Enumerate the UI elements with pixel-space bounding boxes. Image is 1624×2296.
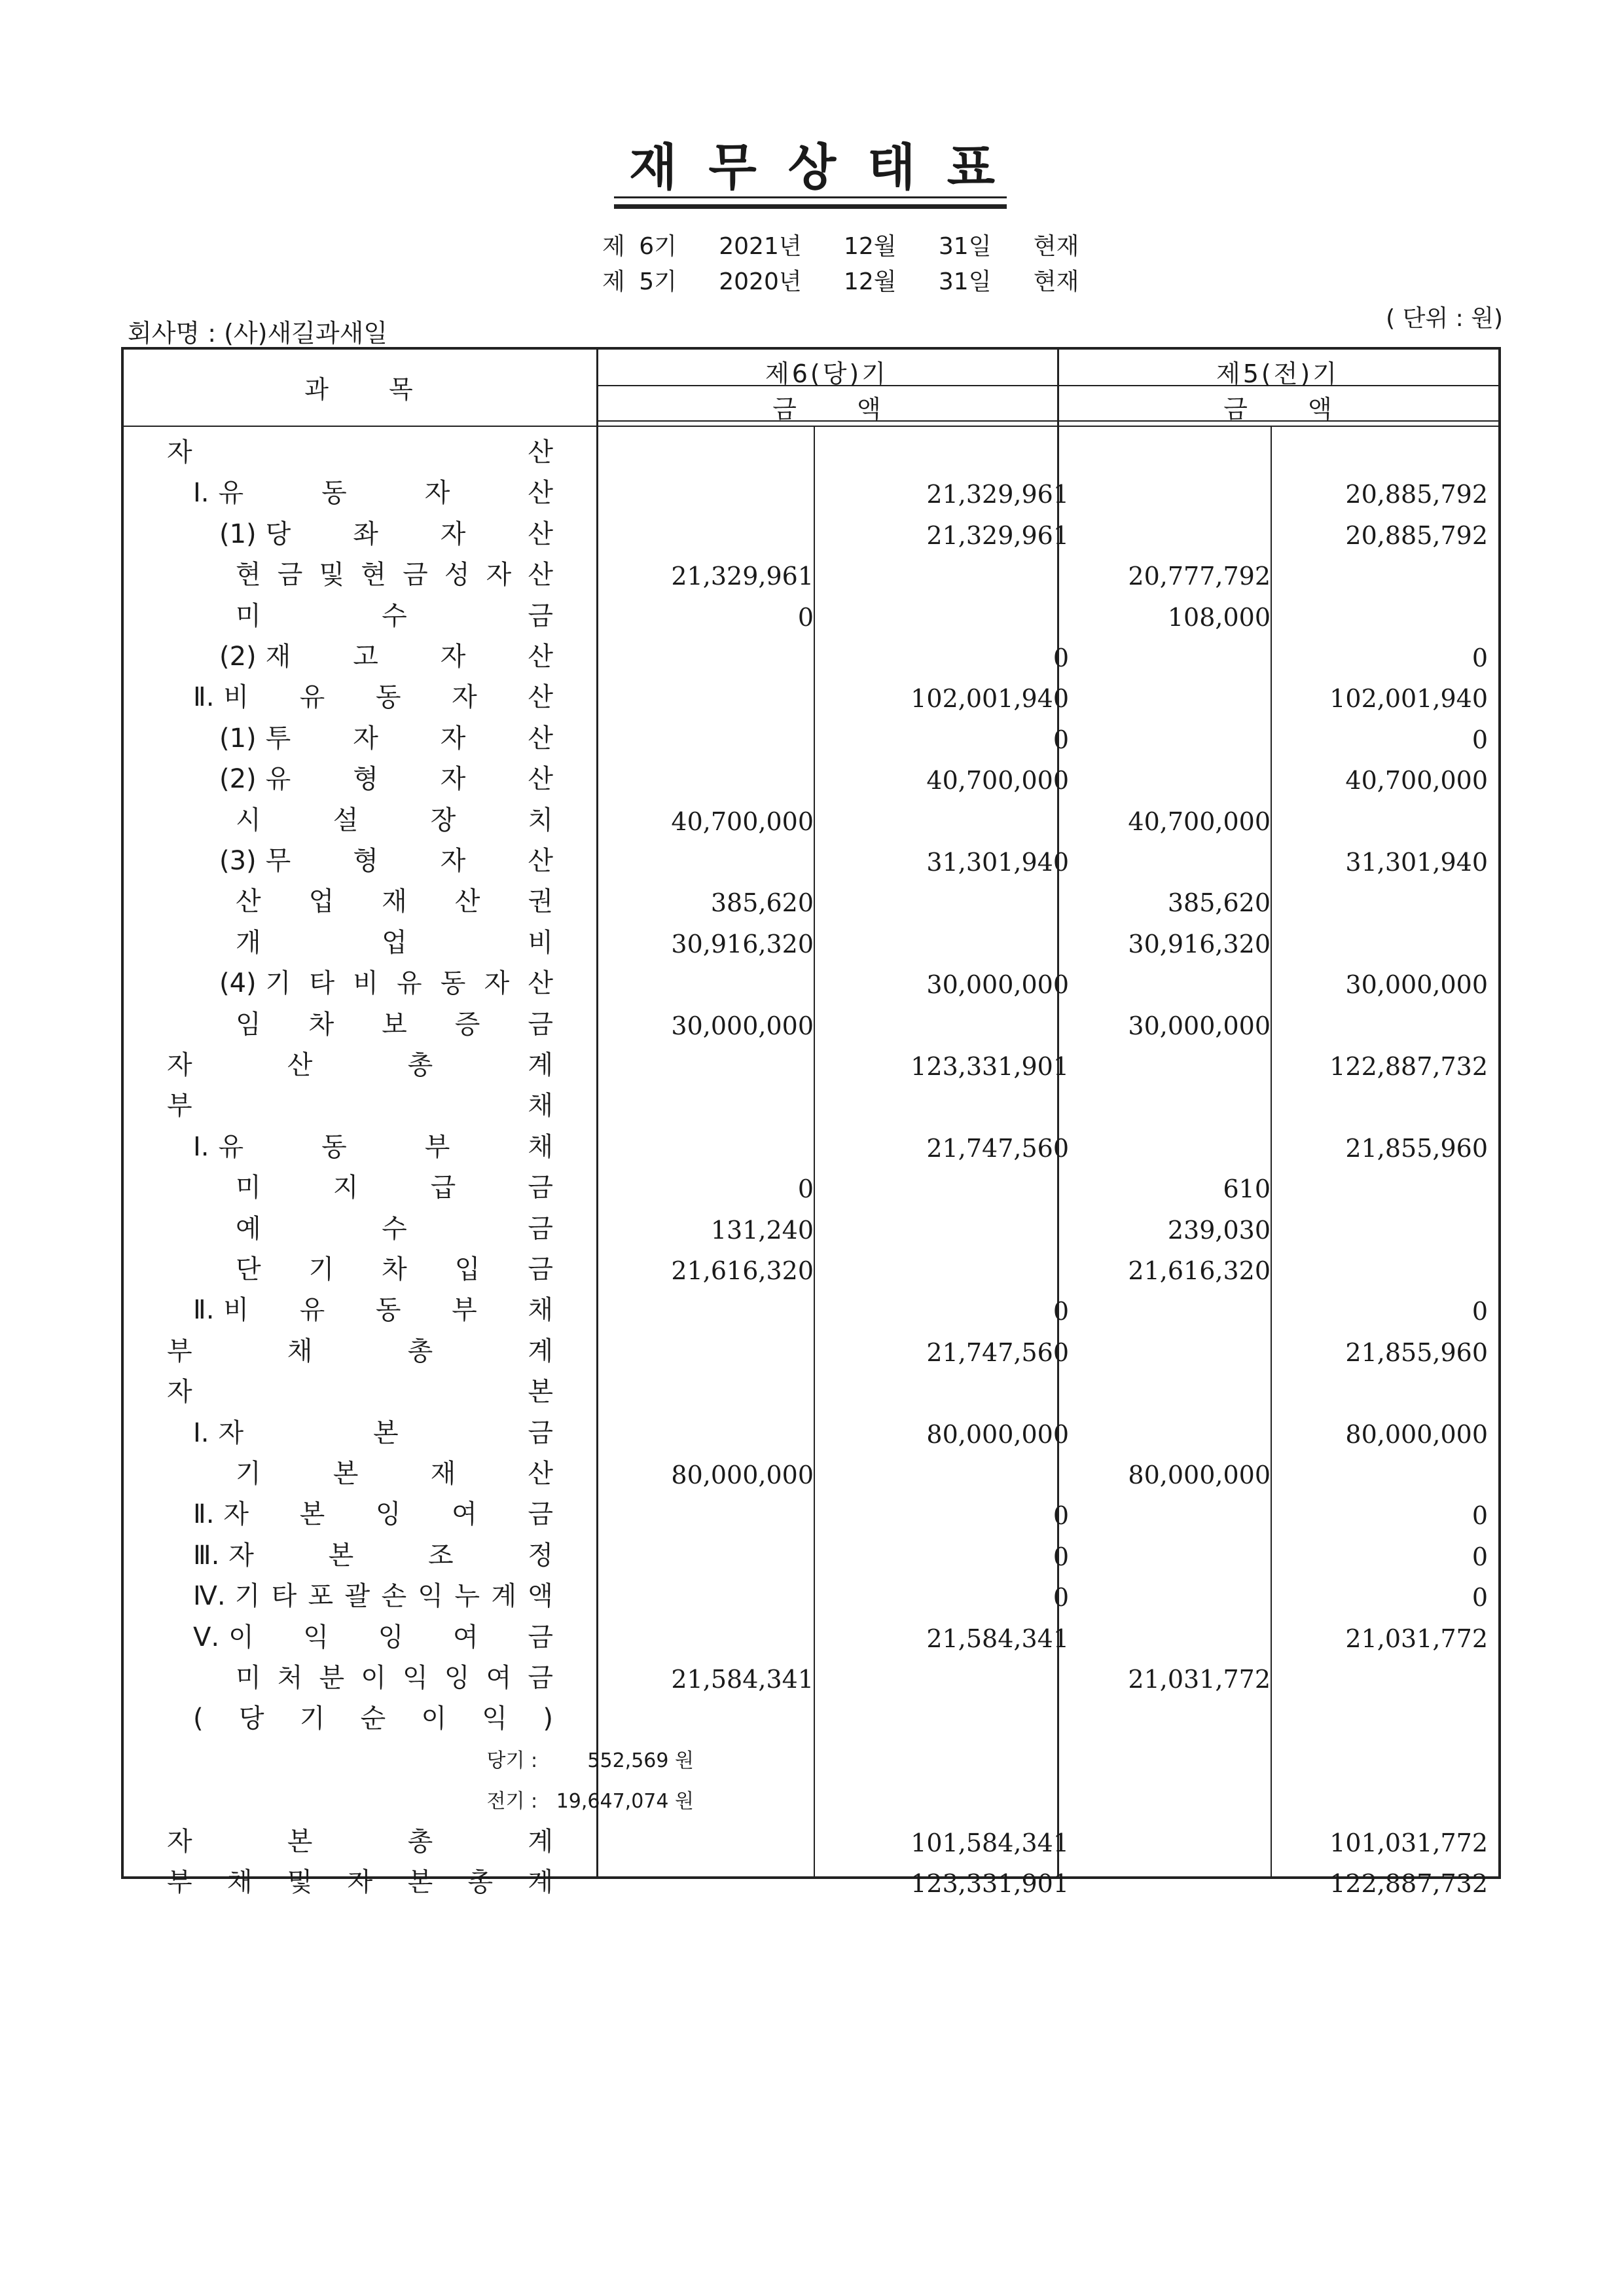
amount-cell: 0 [1053,1583,1069,1613]
amount-cell: 0 [797,602,814,632]
account-name: 현 금 및 현 금 성 자 산 [236,560,553,591]
account-name: 개 업 비 [236,927,553,958]
header-subject: 과 목 [304,375,439,404]
table-row [121,1658,1496,1698]
amount-cell [820,1174,1069,1204]
account-label [193,1622,553,1652]
amount-cell: 21,616,320 [1128,1256,1271,1285]
account-label [236,1010,553,1040]
account-name: 부 채 총 계 [167,1336,553,1366]
table-row [121,1535,1496,1576]
table-row [121,1617,1496,1658]
period-date: 2021년 12월 31일 현재 [719,233,1079,260]
account-label [236,886,553,917]
account-label [236,560,553,590]
amount-cell [605,1419,814,1449]
amount-cell: 40,700,000 [926,766,1069,795]
amount-cell [605,479,814,509]
table-row [121,1004,1496,1045]
account-name: 자 본 총 계 [167,1826,553,1857]
amount-cell [1277,929,1488,959]
account-label [193,1704,553,1734]
account-name: 미 수 금 [236,600,553,631]
account-prefix: Ⅰ. [193,1131,209,1162]
amount-cell: 0 [1053,1501,1069,1531]
amount-cell [605,1378,814,1408]
amount-cell: 21,616,320 [671,1256,814,1285]
amount-cell [605,970,814,1000]
amount-cell [1064,1582,1271,1613]
amount-cell: 21,855,960 [1345,1338,1488,1367]
account-prefix: Ⅳ. [193,1581,226,1612]
account-name: 유 형 자 산 [265,764,553,795]
account-prefix: Ⅱ. [193,682,215,713]
period-prior [602,263,1079,297]
account-name: 재 고 자 산 [265,642,553,672]
account-label [193,478,553,508]
account-prefix: Ⅱ. [193,1295,215,1326]
account-name: 자 본 [167,1377,553,1408]
account-name: 유 동 자 산 [218,478,553,509]
account-label [193,1581,553,1611]
amount-cell: 0 [1053,1542,1069,1571]
account-name: 당 좌 자 산 [265,519,553,549]
amount-cell: 30,916,320 [671,929,814,958]
account-name: 유 동 부 채 [218,1131,553,1162]
amount-cell [605,1542,814,1572]
amount-cell [1277,1256,1488,1286]
table-row [121,1576,1496,1616]
amount-cell [1064,520,1271,551]
amount-cell [1064,765,1271,795]
period-term: 제 5기 [602,268,677,295]
account-label [167,1336,553,1366]
amount-cell [820,1705,1069,1735]
amount-cell [1277,439,1488,469]
table-row [121,841,1496,881]
account-prefix: Ⅰ. [193,478,209,509]
amount-cell: 0 [1053,644,1069,672]
account-label [219,764,553,794]
account-label [193,1132,553,1162]
period-current [602,228,1079,261]
amount-cell [605,439,814,469]
balance-sheet-table [121,347,1501,1898]
account-label [236,805,553,835]
amount-cell [1277,1011,1488,1041]
table-row [121,1862,1496,1903]
table-row [121,1494,1496,1535]
amount-cell [1064,1338,1271,1368]
amount-cell [1277,561,1488,591]
account-name: 자 산 총 계 [167,1050,553,1080]
account-label [193,1418,553,1448]
account-prefix: (2) [219,642,257,672]
amount-cell: 0 [1471,644,1488,672]
amount-cell: 0 [1471,1542,1488,1571]
table-row [121,759,1496,799]
account-name: 투 자 자 산 [265,723,553,754]
amount-cell: 0 [1471,1583,1488,1613]
amount-cell: 239,030 [1167,1215,1271,1245]
account-label [236,1214,553,1244]
amount-cell: 80,000,000 [1128,1461,1271,1489]
table-row [121,514,1496,555]
period-date: 2020년 12월 31일 현재 [719,268,1079,295]
account-name: 기 타 포 괄 손 익 누 계 액 [234,1581,553,1612]
account-name: 이 익 잉 여 금 [228,1622,553,1652]
account-name: 미 처 분 이 익 잉 여 금 [236,1663,553,1693]
table-row [121,1209,1496,1249]
amount-cell [1064,1868,1271,1899]
net-income-note: 당기 : 552,569 원 [486,1749,694,1772]
account-label [167,1867,553,1897]
amount-cell [1064,970,1271,1000]
amount-cell [1064,1542,1271,1572]
account-prefix: (3) [219,846,257,876]
company-name: 회사명 : (사)새길과새일 [128,319,388,348]
amount-cell: 101,584,341 [911,1828,1069,1857]
header-amount-current: 금 액 [772,395,907,424]
table-row [121,1167,1496,1208]
amount-cell: 0 [797,1175,814,1204]
table-row [121,1290,1496,1330]
amount-cell [1064,1501,1271,1531]
amount-cell: 21,747,560 [926,1133,1069,1163]
amount-cell [1277,1460,1488,1490]
amount-cell [1064,1092,1271,1122]
table-row [121,1453,1496,1494]
amount-cell: 21,584,341 [926,1624,1069,1653]
amount-cell [820,1256,1069,1286]
amount-cell [605,1582,814,1613]
account-label [236,601,553,631]
amount-cell: 21,329,961 [671,562,814,591]
document-title: 재무상태표 [628,138,1027,196]
account-label [193,682,553,712]
account-name: 단 기 차 입 금 [236,1254,553,1285]
amount-cell [820,929,1069,959]
amount-cell: 40,700,000 [671,807,814,836]
amount-cell [1064,1051,1271,1082]
amount-cell [820,602,1069,632]
table-row [121,1085,1496,1126]
amount-cell [1064,643,1271,673]
amount-cell [1064,1296,1271,1326]
amount-cell: 102,001,940 [1329,684,1488,714]
amount-cell [1277,602,1488,632]
amount-cell [1064,1419,1271,1449]
amount-cell [605,683,814,714]
amount-cell [820,1460,1069,1490]
amount-cell [605,520,814,551]
account-name: 비 유 동 자 산 [223,682,553,713]
amount-cell [820,1378,1069,1408]
table-row [121,963,1496,1004]
amount-cell [605,1051,814,1082]
amount-cell: 31,301,940 [926,848,1069,877]
account-prefix: (1) [219,723,257,754]
amount-cell: 123,331,901 [911,1869,1069,1898]
account-label [236,928,553,958]
account-name: 부 채 및 자 본 총 계 [167,1867,553,1897]
account-name: 임 차 보 증 금 [236,1009,553,1040]
amount-cell: 122,887,732 [1329,1869,1488,1898]
amount-cell: 21,329,961 [926,520,1069,550]
account-name: 자 본 조 정 [228,1540,553,1571]
unit-label: ( 단위 : 원) [1386,305,1503,332]
amount-cell: 80,000,000 [671,1461,814,1489]
amount-cell [1277,888,1488,918]
account-label [236,1663,553,1693]
amount-cell [605,1296,814,1326]
table-row [121,596,1496,636]
account-label [219,968,553,998]
account-label [219,642,553,672]
table-row [121,1045,1496,1085]
table-row [121,1780,1496,1821]
amount-cell [820,1664,1069,1694]
amount-cell [605,765,814,795]
account-label [193,1295,553,1325]
amount-cell [1277,1215,1488,1245]
amount-cell: 108,000 [1167,602,1271,632]
header-bottom-rule [121,426,1498,427]
account-label [236,1173,553,1203]
amount-cell: 20,885,792 [1345,520,1488,550]
amount-cell [1064,1624,1271,1654]
account-prefix: (2) [219,764,257,795]
account-label [167,437,553,467]
amount-cell [1064,1378,1271,1408]
amount-cell: 0 [1471,725,1488,754]
amount-cell [1064,683,1271,714]
amount-cell: 40,700,000 [1128,807,1271,836]
amount-cell [605,643,814,673]
account-name: 자 본 금 [218,1417,553,1448]
amount-cell [605,1705,814,1735]
account-label [167,1050,553,1080]
amount-cell: 385,620 [1167,888,1271,918]
account-label [236,1254,553,1285]
amount-cell: 20,777,792 [1128,562,1271,591]
account-label [167,1091,553,1121]
table-row [121,1127,1496,1167]
amount-cell [820,561,1069,591]
amount-cell [1064,1828,1271,1858]
account-prefix: Ⅰ. [193,1417,209,1448]
amount-cell [1277,1378,1488,1408]
header-amount-prior: 금 액 [1223,395,1358,424]
account-label [167,1377,553,1407]
amount-cell: 0 [1471,1501,1488,1531]
amount-cell [1064,847,1271,877]
amount-cell [605,1092,814,1122]
title-underline [614,196,1007,198]
account-label [236,1459,553,1489]
amount-cell: 30,000,000 [1345,970,1488,1000]
table-row [121,432,1496,473]
amount-cell [1064,439,1271,469]
amount-cell: 385,620 [710,888,814,918]
amount-cell: 21,031,772 [1345,1624,1488,1653]
amount-cell: 20,885,792 [1345,480,1488,509]
amount-cell [820,439,1069,469]
table-row [121,1740,1496,1780]
account-label [219,723,553,754]
amount-cell: 80,000,000 [1345,1419,1488,1449]
account-name: 자 본 잉 여 금 [223,1499,553,1530]
table-row [121,1331,1496,1372]
amount-cell: 30,000,000 [926,970,1069,1000]
amount-cell: 30,916,320 [1128,929,1271,958]
amount-cell [605,725,814,755]
amount-cell [820,1092,1069,1122]
title-underline-thick [614,204,1007,209]
account-name: ( 당 기 순 이 익 ) [193,1704,553,1734]
account-name: 비 유 동 부 채 [223,1295,553,1326]
amount-cell: 610 [1223,1175,1271,1204]
amount-cell: 21,855,960 [1345,1133,1488,1163]
amount-cell [1064,1133,1271,1163]
table-row [121,881,1496,922]
table-row [121,800,1496,841]
amount-cell: 21,031,772 [1128,1665,1271,1694]
table-row [121,555,1496,595]
amount-cell [1064,479,1271,509]
amount-cell [820,807,1069,837]
amount-cell [1277,1174,1488,1204]
table-row [121,1413,1496,1453]
account-name: 산 업 재 산 권 [236,886,553,917]
table-row [121,922,1496,963]
amount-cell [1064,725,1271,755]
amount-cell: 80,000,000 [926,1419,1069,1449]
amount-cell [605,1501,814,1531]
account-label [219,846,553,876]
amount-cell [820,888,1069,918]
account-name: 무 형 자 산 [265,846,553,876]
amount-cell: 131,240 [710,1215,814,1245]
account-name: 부 채 [167,1091,553,1121]
amount-cell: 0 [1053,1297,1069,1326]
amount-cell [605,1868,814,1899]
amount-cell: 122,887,732 [1329,1052,1488,1081]
amount-cell: 30,000,000 [1128,1011,1271,1040]
account-label [193,1540,553,1571]
period-term: 제 6기 [602,233,677,260]
amount-cell: 0 [1471,1297,1488,1326]
account-label [193,1499,553,1529]
account-prefix: Ⅱ. [193,1499,215,1530]
amount-cell [1064,1705,1271,1735]
amount-cell [605,1338,814,1368]
table-row [121,718,1496,759]
amount-cell [1277,807,1488,837]
amount-cell [605,847,814,877]
amount-cell: 21,747,560 [926,1338,1069,1367]
table-row [121,473,1496,513]
net-income-note: 전기 : 19,647,074 원 [486,1790,694,1813]
amount-cell [605,1133,814,1163]
account-name: 기 본 재 산 [236,1459,553,1489]
account-name: 예 수 금 [236,1213,553,1244]
amount-cell [820,1011,1069,1041]
amount-cell [820,1215,1069,1245]
account-prefix: Ⅲ. [193,1540,220,1571]
table-row [121,1698,1496,1739]
amount-cell [1277,1092,1488,1122]
table-row [121,677,1496,718]
header-current-period: 제6(당)기 [765,359,888,388]
account-name: 미 지 급 금 [236,1173,553,1203]
account-label [167,1827,553,1857]
account-name: 기 타 비 유 동 자 산 [265,968,553,999]
account-prefix: Ⅴ. [193,1622,220,1652]
amount-cell [1277,1664,1488,1694]
account-name: 자 산 [167,437,553,467]
amount-cell: 123,331,901 [911,1052,1069,1081]
table-row [121,1372,1496,1412]
account-label [219,519,553,549]
amount-cell: 101,031,772 [1329,1828,1488,1857]
amount-cell [605,1828,814,1858]
header-prior-period: 제5(전)기 [1216,359,1339,388]
account-prefix: (1) [219,519,257,549]
table-row [121,636,1496,677]
amount-cell: 30,000,000 [671,1011,814,1040]
amount-cell: 21,584,341 [671,1665,814,1694]
amount-cell: 0 [1053,725,1069,754]
amount-cell: 21,329,961 [926,480,1069,509]
table-row [121,1821,1496,1862]
account-prefix: (4) [219,968,257,999]
amount-cell: 40,700,000 [1345,766,1488,795]
amount-cell: 102,001,940 [911,684,1069,714]
account-name: 시 설 장 치 [236,805,553,835]
amount-cell: 31,301,940 [1345,848,1488,877]
table-row [121,1249,1496,1290]
amount-cell [605,1624,814,1654]
amount-cell [1277,1705,1488,1735]
